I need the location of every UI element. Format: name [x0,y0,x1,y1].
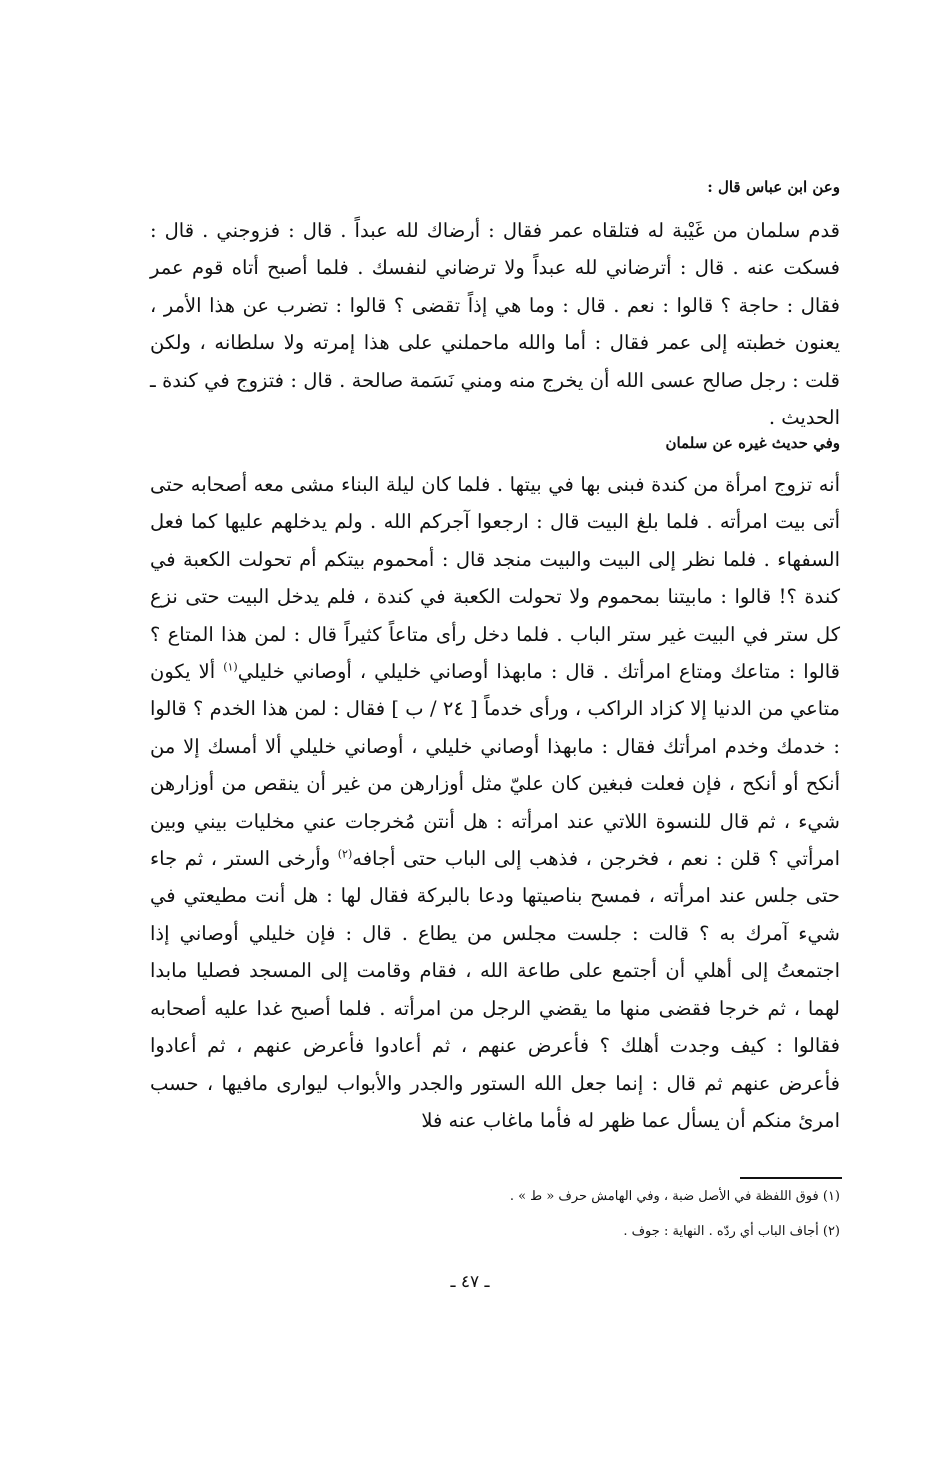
page-number: ـ ٤٧ ـ [450,1272,490,1292]
paragraph-salman [150,466,840,1139]
paragraph-salman-text [150,466,840,1139]
paragraph-salman-part-2: ألا يكون متاعي من الدنيا إلا كزاد الراكب ، ورأى خدماً [ ٢٤ / ب ] فقال : لمن هذا الخدم ؟ قالوا : خدمك وخدم امرأتك فقال : مابهذا أوصاني خليلي ، أوصاني خليلي ألا أمسك إلا من أنكح أو أنكح ، فإن فعلت فبغين كان عليّ مثل أوزارهن من غير أن ينقص من أوزارهن شيء ، ثم قال للنسوة اللاتي عند امرأته : هل أنتن مُخرجات عني مخليات بيني وبين امرأتي ؟ قلن : نعم ، فخرجن ، فذهب إلى الباب حتى أجافه [150,660,840,871]
section-heading-salman: وفي حديث غيره عن سلمان [665,434,840,452]
paragraph-ibn-abbas [150,212,840,436]
footnote-separator [740,1177,842,1179]
footnote-2: (٢) أجاف الباب أي ردّه . النهاية : جوف . [623,1224,840,1239]
paragraph-salman-part-3: وأرخى الستر ، ثم جاء حتى جلس عند امرأته ، فمسح بناصيتها ودعا بالبركة فقال لها : هل أنت مطيعتي في شيء آمرك به ؟ قالت : جلست مجلس من يطاع . قال : فإن خليلي أوصاني إذا اجتمعتُ إلى أهلي أن أجتمع على طاعة الله ، فقام وقامت إلى المسجد فصليا مابدا لهما ، ثم خرجا فقضى منها ما يقضي الرجل من امرأته . فلما أصبح غدا عليه أصحابه فقالوا : كيف وجدت أهلك ؟ فأعرض عنهم ، ثم أعادوا فأعرض عنهم ، ثم أعادوا فأعرض عنهم ثم قال : إنما جعل الله الستور والجدر والأبواب ليوارى مافيها ، حسب امرئ منكم أن يسأل عما ظهر له فأما ماغاب عنه فلا [150,847,840,1132]
footnote-marker-2: (٢) [337,847,353,861]
section-heading-ibn-abbas: وعن ابن عباس قال : [707,178,840,196]
paragraph-salman-part-1: أنه تزوج امرأة من كندة فبنى بها في بيتها . فلما كان ليلة البناء مشى معه أصحابه حتى أتى بيت امرأته . فلما بلغ البيت قال : ارجعوا آجركم الله . ولم يدخلهم عليها كما فعل السفهاء . فلما نظر إلى البيت والبيت منجد قال : أمحموم بيتكم أم تحولت الكعبة في كندة ؟! قالوا : مابيتنا بمحموم ولا تحولت الكعبة في كندة ، فلم يدخل البيت حتى نزع كل ستر في البيت غير ستر الباب . فلما دخل رأى متاعاً كثيراً قال : لمن هذا المتاع ؟ قالوا : متاعك ومتاع امرأتك . قال : مابهذا أوصاني خليلي ، أوصاني خليلي [150,473,841,684]
footnote-1: (١) فوق اللفظة في الأصل ضبة ، وفي الهامش حرف « ط » . [509,1189,840,1204]
paragraph-ibn-abbas-text: قدم سلمان من غَيْبة له فتلقاه عمر فقال : أرضاك لله عبداً . قال : فزوجني . قال : فسكت عنه . قال : أترضاني لله عبداً ولا ترضاني لنفسك . فلما أصبح أتاه قوم عمر فقال : حاجة ؟ قالوا : نعم . قال : وما هي إذاً تقضى ؟ قالوا : تضرب عن هذا الأمر ، يعنون خطبته إلى عمر فقال : أما والله ماحملني على هذا إمرته ولا سلطانه ، ولكن قلت : رجل صالح عسى الله أن يخرج منه ومني نَسَمة صالحة . قال : فتزوج في كندة ـ الحديث . [150,219,840,430]
footnote-marker-1: (١) [223,660,238,674]
